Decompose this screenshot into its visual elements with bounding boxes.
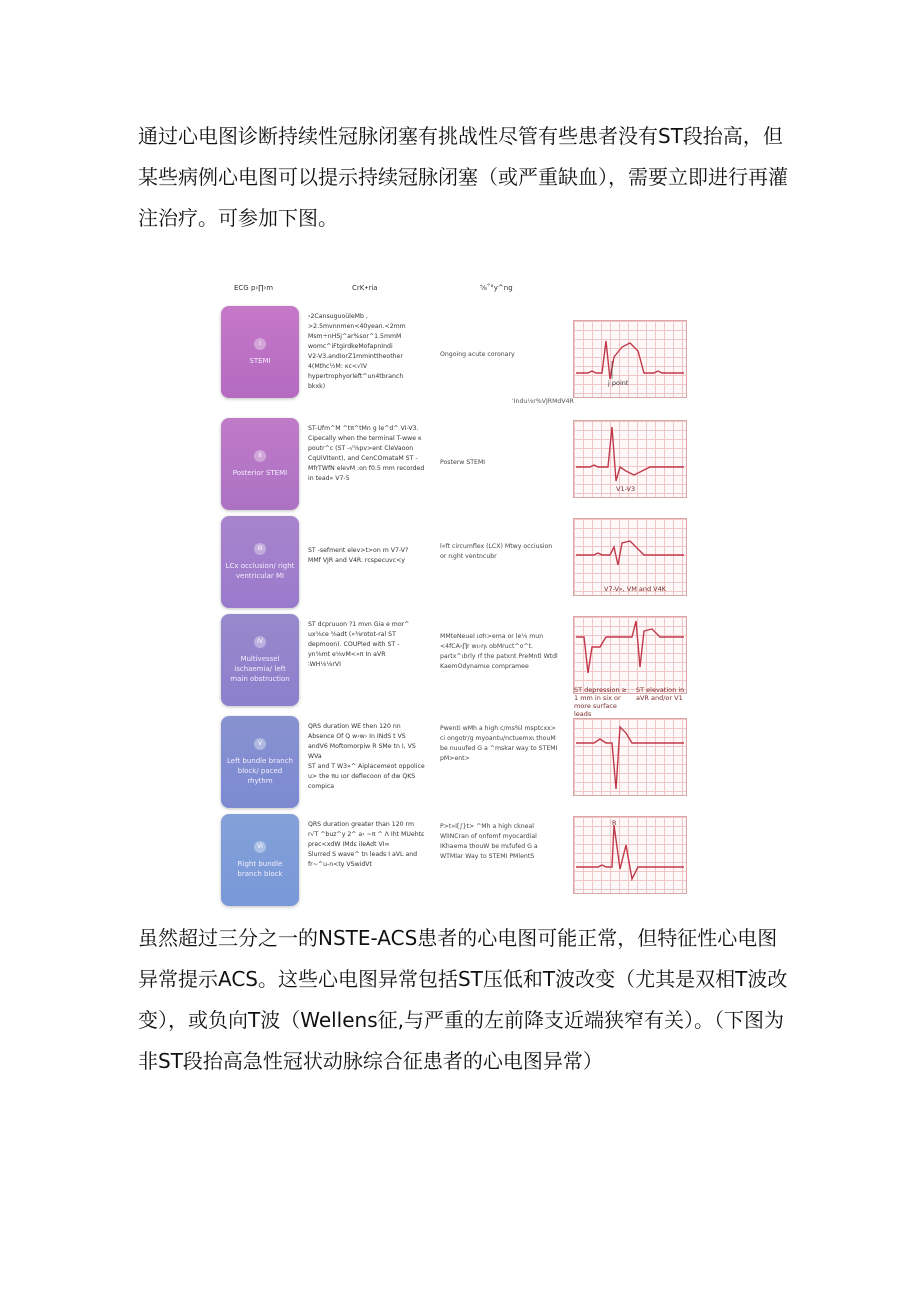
badge-rbbb (221, 814, 299, 906)
row-stemi (218, 306, 698, 405)
significance-text: l«ft circumflex (LCX) Mtwy occiusion or rιght ventncubr (440, 543, 553, 560)
badge-label: STEMI (249, 357, 271, 365)
ecg-waveform-icon (574, 617, 686, 693)
significance-text: Ongoing acute coronary (440, 351, 515, 358)
badge-number: IV (254, 636, 266, 648)
criteria-text: ST -sefment elev>t>on m V7-V? MMf VJR and V4R. rcspecuvc<y (308, 547, 409, 564)
criteria-text: ST dcpruuon ?1 mvn Gia e mor^ ux⅝ce ⅝adt (»⅜rotot-ral ST depmoon). COUPled with ST - yn⅝mt e⅛vM<»π In aVR ∶WH⅛⅛rVI (308, 621, 410, 668)
ecg-extra-label: 'Indu⅛r%VJRMdV4R (512, 398, 574, 405)
badge-lbbb (221, 716, 299, 808)
criteria-text: ›2CansuguoüleMb , >2.5mvnnmen<40yean.<2mm Msm÷nHSj^ar%sor^1.5mmM womc^iFtgirdkeMofapnIndi V2-V3.andIorZ1mminttheother 4(Mthc½M: κc<√IV hypertrophyorleft^un4tbranch bkxk) (308, 313, 406, 390)
ecg-trace-stemi (573, 320, 687, 398)
badge-number: V (254, 738, 266, 750)
significance-text: Pwenti wMh a high c/ms%l msptcxx> ci ongotr/g myoantu/nctuemxι thouM be nuuufed G a ^mskar way to STEMI pM>ent> (440, 725, 558, 762)
ecg-caption: V1-V3 (616, 485, 636, 493)
badge-number: I (254, 338, 266, 350)
ecg-trace-multivessel (573, 616, 687, 694)
significance-text: P>t»I[∫}t> ^Mh a high ckneal WlINCran of onfomf myocardial IKhaema thouW be mιfufed G a WTMlar Way to STEMI PMlentS (440, 823, 538, 860)
criteria-text: ST-Ufm^M ^tπ^tMn g le^d^ VI-V3. Cipecally when the terminal T-wwe κ poutr^c (ST -√⅝pv>ent CleVaoon CqUiVItent), and CenCOmataM ST - MfrTWfN elevM :on f0.5 mm recorded in tead» V7-5 (308, 425, 425, 482)
ecg-trace-posterior (573, 420, 687, 498)
col-header-significance: ⅝˚°y^ng (480, 284, 513, 292)
criteria-text: QRS duration greater than 120 rm r√T ^buz^y 2^ a› ~π ^ Λ Iht MUehtε prec<xdW IMdε ileAdt VI∞ Slurred S wave^ tn leads I aVL and fr~^u-n<ty VSwidVt (308, 821, 425, 868)
badge-label: Posterior STEMI (232, 469, 288, 477)
badge-lcx-occlusion (221, 516, 299, 608)
ecg-caption-left: ST depression ≥ 1 mm in six or more surface leads (574, 686, 628, 718)
badge-multivessel (221, 614, 299, 706)
nste-acs-paragraph: 虽然超过三分之一的NSTE-ACS患者的心电图可能正常，但特征性心电图异常提示ACS。这些心电图异常包括ST压低和T波改变（尤其是双相T波改变），或负向T波（Wellens征,与严重的左前降支近端狭窄有关）。（下图为非ST段抬高急性冠状动脉综合征患者的心电图异常） (138, 926, 788, 1073)
significance-text: MMteNeuel ισh>ema or le⅛ mun <4fCA›∏r wι›ηι obMruct^o^t. partx^ιbrly rf the patxnt PreMntl Wtdl KaemOdynamιe compramee (440, 633, 558, 670)
ecg-caption-right: ST elevation in aVR and/or V1 (636, 686, 685, 702)
badge-label: LCx occlusion/ right ventricular MI (225, 562, 295, 580)
ecg-trace-lbbb (573, 718, 687, 796)
row-lcx-occlusion (218, 516, 698, 612)
badge-stemi (221, 306, 299, 398)
badge-number: VI (254, 841, 266, 853)
row-multivessel (218, 614, 698, 718)
ecg-caption: R (612, 819, 617, 827)
ecg-caption: V7-V», VM and V4K (604, 585, 667, 593)
badge-label: Multivessel ischaemia/ left main obstruction (230, 655, 290, 683)
significance-text: Posterw STEMI (440, 459, 486, 466)
ecg-waveform-icon (574, 719, 686, 795)
row-rbbb (218, 814, 698, 910)
col-header-ecg-pattern: ECG p›∏›m (234, 284, 274, 292)
badge-number: III (254, 543, 266, 555)
ecg-trace-rbbb (573, 816, 687, 894)
ecg-waveform-icon (574, 519, 686, 595)
row-posterior-stemi (218, 418, 698, 514)
badge-label: Right bundle branch block (237, 860, 283, 878)
badge-number: II (254, 450, 266, 462)
ecg-trace-lcx (573, 518, 687, 596)
col-header-criteria: CrK•ria (352, 284, 378, 292)
ecg-criteria-figure (218, 280, 698, 906)
badge-posterior-stemi (221, 418, 299, 510)
badge-label: Left bundle branch block/ paced rhythm (227, 757, 293, 785)
criteria-text: QRS duration WE then 120 nn Absence Of Q w‹w› In INdS t VS andV6 Moftomorpiw R SMe tn I, VS WVa ST and T W3»^ Aiplacemeot oppolice u> the πu ιor deflecoon of dw QKS compica (308, 723, 425, 790)
ecg-waveform-icon (574, 817, 686, 893)
ecg-caption: j point (608, 379, 629, 387)
row-lbbb (218, 716, 698, 812)
intro-paragraph: 通过心电图诊断持续性冠脉闭塞有挑战性尽管有些患者没有ST段抬高，但某些病例心电图可以提示持续冠脉闭塞（或严重缺血），需要立即进行再灌注治疗。可参加下图。 (138, 124, 788, 230)
ecg-waveform-icon (574, 321, 686, 397)
